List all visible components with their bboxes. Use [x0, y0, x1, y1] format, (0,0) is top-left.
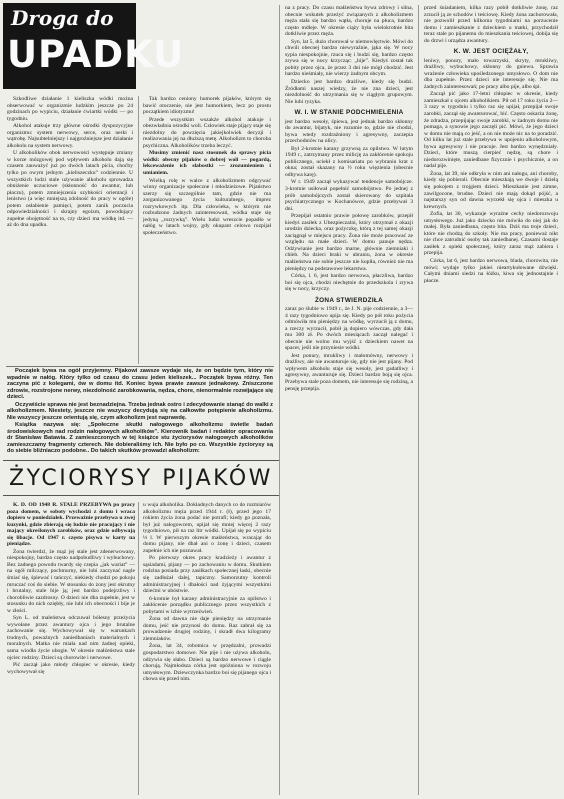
column-divider	[418, 5, 419, 795]
paragraph: Wielką rolę w walce z alkoholizmem odgrywać winny organizacje społeczne i młodzieżowe. Pijaństwo szerzy się szczególnie tam, gdzie nie ma zorganizowanego życia kulturalnego, imprez rozrywkowych itp. Dla człowieka, w którym nie rozbudzono żadnych zainteresowań, wódka staje się jedyną „rozrywką”. Wielu ludzi wreszcie popadło w nałóg w latach wojny, gdy okupant celowo rozpijał społeczeństwo.	[143, 177, 271, 236]
paragraph: Żona twierdzi, że mąż jej stale jest zdenerwowany, niespokojny, bardzo często nadpobudliwy i wybuchowy. Bez żadnego powodu twardy się czepia „jak wariat” — na ogół milczący, pochmurny, nie lubi zaczynać nagle śmiać się, śpiewać i tańczyć, niekiedy chodzi po pokoju mruczać coś do siebie. W stosunku do żony jest okrutny i brutalny, stale bije ją; jest bardzo podejrzliwy i chorobliwie zazdrosny. O dzieci nie dba zupełnie, jest w stosunku do nich oziębły, nie lubi ich obecności i bije je w złości.	[7, 548, 135, 614]
paragraph: Żona, lat 39, nie odkryła w nim ani nałogu, ani choroby, kiedy się pobierali. Obecnie mieszkają we dwoje i dzielą się pokojem z trojgiem dzieci. Mieszkanie jest zimne, zawilgocone, brudne. Dzieci nie mają dokąd pójść, a najstarszy syn od dawna wyrzekł się ojca i mieszka u krewnych.	[424, 170, 558, 210]
header-rule-top	[3, 460, 279, 461]
paragraph: Po pierwszy okres pracy kradzieży i awantur z sąsiadami, pijany — po zachowaniu w domu. Skutkiem rodzina posiada przy zasiłkach społecznej łaski, obecnie się zadłużał dalej, tapiczny. Samorzutny kontroli administracyjnej i dbałości nad żyjącymi wszystkimi dziećmi w ubóstwie.	[143, 555, 271, 595]
paragraph: 6-krotnie był karany administracyjnie za opilstwo i zakłócenie porządku publicznego przez wszystkich z pobytami w izbie wytrzeźwień.	[143, 595, 271, 615]
lead-paragraph: Początek bywa na ogół przyjemny. Pijakowi zawsze wydaje się, że on będzie tym, który nie wpadnie w nałóg. Który tylko od czasu do czasu jeden kieliszek... Początek bywa różny. Ten zaczyna pić z kolegami, ów w domu itd. Koniec bywa prawie zawsze jednakowy. Zniszczone zdrowie, rozstrojone nerwy, niezdolność zarobkowania, nędza, chore, nienormalnie rozwijające się dzieci.	[7, 368, 274, 400]
paragraph-text: K. D. OD 1948 R. STALE PRZEBYWA po pracy poza domem, w soboty wychodzi z domu i wraca dopiero w poniedziałek. Przeważnie przebywa u zwej kuzynki, gdzie zbierają się ludzie nie pracujący i nie mający określonych zarobków, oraz gdzie odbywają się libacje. Od 1947 r. często pisywa w karty na pieniądze.	[7, 502, 135, 548]
lead-paragraph: Książka nazywa się: „Społeczne skutki nałogowego alkoholizmu świetle badań środowiskowych nad rodzin nałogowych alkoholików”. Kierownik badań i redaktor opracowania dr Stanisław Batawia. Z zamieszczonych w tej książce stu życiorysów nałogowych alkoholików zamieszczamy fragmenty czterech. Nie dobieraliśmy ich. Nie było po co. Wszystkie życiorysy są do siebie bliźniaczo podobne.. Do takich skutków prowadzi alkoholizm:	[7, 422, 273, 454]
section-header	[3, 458, 279, 498]
paragraph: Zofia, lat 30, wykazuje wyraźne cechy niedorozwoju umysłowego. Już jako dziecko nie mówiła do niej jak do małej. Była zaniedbana, często bita. Dziś ma troje dzieci, które nie chodzą do szkoły. Nie ma pracy, ponieważ nikt nie chce zatrudnić osoby tak zaniedbanej. Czasami dostaje zasiłek z opieki społecznej, który zaraz mąż zabiera i przepija.	[424, 211, 558, 257]
paragraph: Córka, lat 6, jest bardzo nerwowa, blada, chorowita, nie mówi; wydaje tylko jakieś nieartykułowane dźwięki. Całymi dniami siedzi na łóżku, kiwa się jednostajnie i płacze.	[424, 257, 558, 284]
paragraph: Tak bardzo ceniony humorek pijaków, którym się bawić otoczenie, nie jest humorkiem, lecz po prostu początkiem idiotyzmu!	[143, 96, 271, 116]
paragraph: przed śniadaniem, kilka razy pobił dotkliwie żonę, raz zrzucił ją ze schodów i teściowę. Kiedy żona zachorowała, nie pozwolił przed kilkoma tygodniami na porzucenie domu i zamieszkanie z dzieckiem u matki, przychodził teraz stale po pijanemu do mieszkania teściowej, dobija się do drzwi i urządza awantury.	[424, 5, 558, 44]
column-divider	[138, 502, 139, 795]
article-column-6	[424, 5, 558, 795]
paragraph: Syn L. od maleństwa odczuwał bólesny przeżycia wywołane przez awantury ojca i jego brutalne zachowanie się. Wychowywał się w warunkach trudnych, poważnych zaniedbaniach materialnych i moralnych. Matka nie miała nad nim żadnej opieki, sama wiodła życie ubogie. W okresie małżeństwa stale ojciec rodziny. Dzieci są chorowite i nerwowe.	[7, 615, 135, 661]
subheading: ŻONA STWIERDZIŁA	[314, 296, 384, 304]
paragraph: U alkoholików obok nerwowości występuje zmiany w korze mózgowej pod wpływem alkoholu dają się czasem zauważyć już po dwóch latach picia, choćby tylko po owym jednym „kieliszeczku” codziennie. U wszystkich ludzi stale używanie alkoholu sprowadza obniżenie uczuciowe (skłonność do awantur, lub płaczu), potem zmniejszenia szybkości orientacji i lenistwo (a więc mniejszą zdolność do pracy w ogóle) potem osłabienie pamięci, potem zanik poczucia odpowiedzialności i skrajny egoizm, powodujący zupełne obojętność na to, czy dzieci ma wódkę itd. — aż do dna upadku.	[7, 150, 133, 229]
paragraph-bold: Musimy zmienić nasz stosunek do sprawy picia wódki: obecny pijaków o dobrej woli — pogardą, lekceważenie ich słabostki — zrozumieniem i umianiem.	[143, 150, 271, 177]
article-column-2	[143, 96, 271, 364]
subheading: W. I. W STANIE PODCHMIELENIA	[294, 109, 404, 117]
paragraph: Szkodliwe działanie 1 kieliszka wódki można obserwować w organizmie ludzkim jeszcze po 24 godzinach po wypiciu, działanie ćwiartki wódki — po tygodniu.	[7, 96, 133, 122]
headline-main: UPADKU	[7, 33, 185, 76]
article-column-1	[7, 96, 133, 364]
paragraph: Syn, lat 5, dużo chorował w niemowlęctwie. Mówi do chwili obecnej bardzo niewyraźnie, jąka się. W nocy sypia niespokojnie, rzuca się i budzi się, bardzo często zrywa się w nocy krzycząc: „bije”. Kiedyś został tak pobity przez ojca, że przez 3 dni nie mógł chodzić. Jest bardzo nieśmiały, nie wierzy żadnym obcym.	[285, 38, 413, 78]
paragraph-lead	[7, 502, 135, 548]
paragraph-text: Przede wszystkim wszakże alkohol atakuje i obezwładnia ośrodki woli. Człowiek staje pijący staje się niezdolny do powzięcia jakiejkolwiek decyzji i realizowania jej na dłuższą metę. Alkoholizm to choroba psychiczna. Alkoholików trzeba leczyć.	[143, 116, 272, 149]
headline-top: Droga do	[11, 6, 114, 30]
paragraph: W r. 1949 zaczął wykazywać tendencje samobójcze. 3-krotnie usiłował popełnić samobójstwo. Po jednej z prób samobójczych został skierowany do szpitala psychiatrycznego w Kochanówce, gdzie przebywał 3 dni.	[285, 179, 413, 212]
paragraph: Był 2-krotnie karany grzywną za opilstwo. W lutym 1949 r., zatrzymany przez milicję za zakłócenie spokoju publicznego, uciekł z komisariatu po wybraniu krat z okna; został skazany na ½ roku więzienia (obecnie odbywa karę).	[285, 145, 413, 178]
paragraph: zaraz po ślubie w 1949 r., że J. N. pije codziennie, a 3—4 razy tygodniowo upija się. Kiedy po pół roku pożycia odmówiła mu pieniędzy na wódkę, wyrzucił ją z domu, a rzeczy wyrzucił, pobił ją dopiero wówczas, gdy dała mu 300 zł. Po dwóch miesiącach zaczął nalegać i obecnie nie wolno mu wyjść z dzieckiem nawet na spacer, jeśli nie przyniesie wódki.	[285, 306, 413, 352]
section-header-text: ŻYCIORYSY PIJAKÓW	[9, 465, 273, 491]
paragraph: Żona od dawna nie daje pieniędzy na utrzymanie domu, jeść nie przynosi do domu. Raz zabrał się za prowadzenie drugiej rodziny, i skradł dwa kilogramy ziemniaków.	[143, 616, 271, 642]
paragraph: Przepijał ostatnio prawie połowę zarobków, przepił kiedyś zasiłek z Ubezpieczalni, który otrzymał z okazji urodzin dziecka, oraz pożyczkę, którą z tej samej okazji zaciągnął w miejscu pracy. Żona nie może pracować ze względu na małe dzieci. W domu panuje nędza. Odżywianie jest bardzo marne, głównie ziemniaki i chleb. Na dzieci braki w ubraniu, żona w okresie małżeństwa nie sobie jeszcze nie kupiła, również nie ma pieniędzy na podstawowe lekarstwa.	[285, 213, 413, 272]
article-column-5	[285, 5, 413, 795]
headline-box	[3, 3, 185, 89]
lead-paragraph: Oczywiście sprawa nie jest beznadziejna. Trzeba jednak ostro i zdecydowanie stanąć do walki z alkoholizmem. Niestety, jeszcze nie wszyscy decydują się na całkowite potępienie alkoholizmu. Nie wszyscy jeszcze orientują się, czym alkoholizm jest naprawdę.	[7, 401, 273, 421]
column-divider	[138, 96, 139, 364]
paragraph: Córka, l. 6, jest bardzo nerwowa, płaczliwa, bardzo boi się ojca, chodzi niechętnie do przedszkola i zrywa się w nocy, krzyczy.	[285, 273, 413, 293]
paragraph: jest bardzo wesoły, śpiewa, jest jednak bardzo skłonny do awantur, bijatyk, nie rozumie to, gdzie nie chodzi, bywa wtedy rozdrażniony i agresywny, zaczepia przechodniów na ulicy.	[285, 118, 413, 145]
paragraph: Pić zaczął jako młody chłopiec w okresie, kiedy wychowywał się	[7, 662, 135, 675]
paragraph: Dziecko jest bardzo drażliwe, kiedy się budzi. Źródłami naszej wiedzy, że nie zna dzieci, jest niezdolność do utrzymania się w ciągłym grupowym. Nie lubi ryzyka.	[285, 79, 413, 105]
paragraph: na z pracy. Do czasu małżeństwa bywa zdrowy i silna, obecnie wskutek przeżyć związanych z alkoholizmem męża stała się bardzo wątła, choruje na płuca, bardzo często mdleje. W okresie ciąży była wielokrotnie bita dotkliwie przez męża.	[285, 5, 413, 38]
lead-divider-top	[6, 366, 274, 367]
article-column-4	[143, 502, 271, 795]
article-column-3	[7, 502, 135, 795]
header-rule-bottom	[3, 495, 279, 496]
paragraph: Jest ponury, mrukliwy i małomówny, nerwowy i drażliwy, ale nie awanturuje się, gdy nie jest pijany. Pod wpływem alkoholu staje się wesoły, jest gadatliwy i agresywny, awanturuje się. Dzieci bardzo boją się ojca. Przebywa stale poza domem, nie interesuje się rodziną, a pensję przepija.	[285, 352, 413, 392]
subheading: K. W. JEST OCIĘŻAŁY,	[453, 48, 529, 56]
lead-block	[7, 368, 273, 456]
paragraph: Zaczął pić jako 17-letni chłopiec w okresie, kiedy zamieszkał z ojcem alkoholikiem. Pił od 17 roku życia 2—3 razy w tygodniu i tylko raz się upijał, przepijał swoje zarobki, zaczął się awanturować, bić. Często oskarża żonę, że zdradza, przepijając swoje zarobki, w żadnym domu nie pomaga, a synowie jego zaczęli pić. Mówi, że jego dzieci w domu nie mają co jeść, a on nie może nic na to poradzić. Od kilku lat już stale przebywa w upojeniu alkoholowym, bywa agresywny i nie pracuje. Jest bardzo wynędzniały. Dzieci, które muszą cierpieć nędzę, są chore i niedorozwinięte, zaniedbane fizycznie i psychicznie, a on nadal pije.	[424, 91, 558, 170]
paragraph: Alkohol atakuje trzy główne ośrodki dyspozycyjne organizmu: system nerwowy, serce, oraz nerki i wątrobę. Najsubtelniejszy i najgroźniejsze jest działanie alkoholu na system nerwowy.	[7, 123, 133, 149]
paragraph	[143, 117, 271, 150]
paragraph: leniwy, ponury, mało towarzyski, skryty, mrukliwy, drażliwy, wybuchowy, skłonny do gniewu. Sprawia wrażenie człowieka upośledzonego umysłowo. O dom nie dba zupełnie. Przez dzieci nie interesuje się. Nie ma żadnych zainteresowań; po pracy albo pije, albo śpi.	[424, 57, 558, 90]
paragraph: u wuja alkoholika. Dokładnych danych co do rozmiarów alkoholizmu męża przed 1944 r. (ł), przed jego 17 rokiem życia żona podać nie potrafi; kiedy go poznała, był już nałogowcem, upijał się mniej więcej 2 razy tygodniowo, pił na raz litr wódki. Upijał się po wypiciu ⅓ l. W pierwszym okresie małżeństwa, wracając do domu pijany, nie dbał ani o żonę i dzieci, czasem zupełnie ich nie poznawał.	[143, 502, 271, 554]
paragraph: Żona, lat 34, robotnica w przędzalni, prowadzi gospodarstwo domowe. Nie pije i nie używa alkoholu, odżywia się słabo. Dzieci są bardzo nerwowe i ciągle chorują. Najmłodsza córka jest opóźniona w rozwoju umysłowym. Dziewczynka bardzo boi się pijanego ojca i chowa się przed nim.	[143, 643, 271, 683]
column-divider	[279, 5, 280, 795]
